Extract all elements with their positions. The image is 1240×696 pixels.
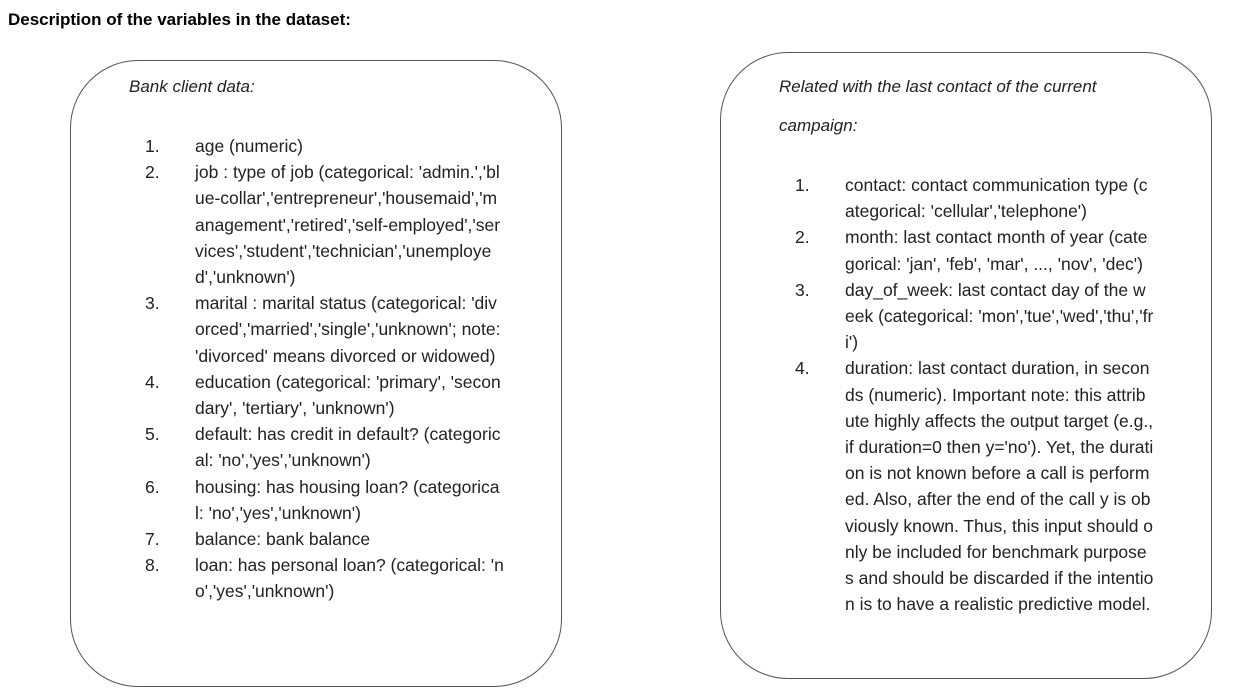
list-item bbox=[145, 159, 505, 290]
bank-client-variable-list bbox=[145, 133, 505, 605]
list-item-number: 1. bbox=[145, 136, 160, 156]
list-item-number: 4. bbox=[145, 371, 160, 392]
list-item bbox=[795, 224, 1155, 276]
list-item-text: age (numeric) bbox=[195, 136, 303, 156]
list-item-text: housing: has housing loan? (categorical: 'no','yes','unknown') bbox=[195, 476, 500, 523]
list-item-text: default: has credit in default? (categorical: 'no','yes','unknown') bbox=[195, 424, 501, 471]
list-item bbox=[145, 526, 505, 552]
list-item bbox=[145, 552, 505, 604]
list-item-number: 3. bbox=[795, 279, 810, 300]
list-item-text: loan: has personal loan? (categorical: 'no','yes','unknown') bbox=[195, 555, 504, 602]
bank-client-data-heading: Bank client data: bbox=[129, 77, 255, 96]
list-item-number: 3. bbox=[145, 293, 160, 314]
page-title: Description of the variables in the dataset: bbox=[8, 10, 351, 29]
list-item-text: month: last contact month of year (categorical: 'jan', 'feb', 'mar', ..., 'nov', 'dec') bbox=[845, 227, 1148, 274]
list-item bbox=[795, 277, 1155, 356]
list-item-number: 2. bbox=[795, 227, 810, 248]
list-item-text: job : type of job (categorical: 'admin.','blue-collar','entrepreneur','housemaid','management','retired','self-employed','services','student','technician','unemployed','unknown') bbox=[195, 162, 501, 288]
bank-client-data-box bbox=[70, 60, 562, 687]
list-item-number: 7. bbox=[145, 529, 160, 550]
list-item bbox=[145, 421, 505, 473]
list-item-number: 6. bbox=[145, 476, 160, 497]
list-item bbox=[145, 133, 505, 159]
list-item-text: day_of_week: last contact day of the week (categorical: 'mon','tue','wed','thu','fri') bbox=[845, 279, 1154, 353]
list-item bbox=[145, 474, 505, 526]
list-item-number: 8. bbox=[145, 555, 160, 576]
last-contact-heading: Related with the last contact of the current campaign: bbox=[779, 77, 1097, 135]
list-item-number: 4. bbox=[795, 358, 810, 379]
last-contact-variable-list bbox=[795, 172, 1155, 617]
list-item-number: 1. bbox=[795, 175, 810, 195]
list-item-number: 5. bbox=[145, 424, 160, 445]
list-item-text: marital : marital status (categorical: 'divorced','married','single','unknown'; note: 'divorced' means divorced or widowed) bbox=[195, 293, 501, 366]
last-contact-box bbox=[720, 52, 1212, 679]
list-item bbox=[145, 369, 505, 421]
list-item bbox=[795, 355, 1155, 617]
list-item-text: duration: last contact duration, in seconds (numeric). Important note: this attribute highly affects the output target (e.g., if duration=0 then y='no'). Yet, the duration is not known before a call is performed. Also, after the end of the call y is obviously known. Thus, this input should only be included for benchmark purposes and should be discarded if the intention is to have a realistic predictive model. bbox=[845, 358, 1154, 615]
list-item bbox=[795, 172, 1155, 224]
list-item bbox=[145, 290, 505, 369]
list-item-text: education (categorical: 'primary', 'secondary', 'tertiary', 'unknown') bbox=[195, 371, 501, 419]
list-item-text: balance: bank balance bbox=[195, 529, 371, 550]
list-item-number: 2. bbox=[145, 162, 160, 183]
list-item-text: contact: contact communication type (categorical: 'cellular','telephone') bbox=[845, 175, 1148, 222]
